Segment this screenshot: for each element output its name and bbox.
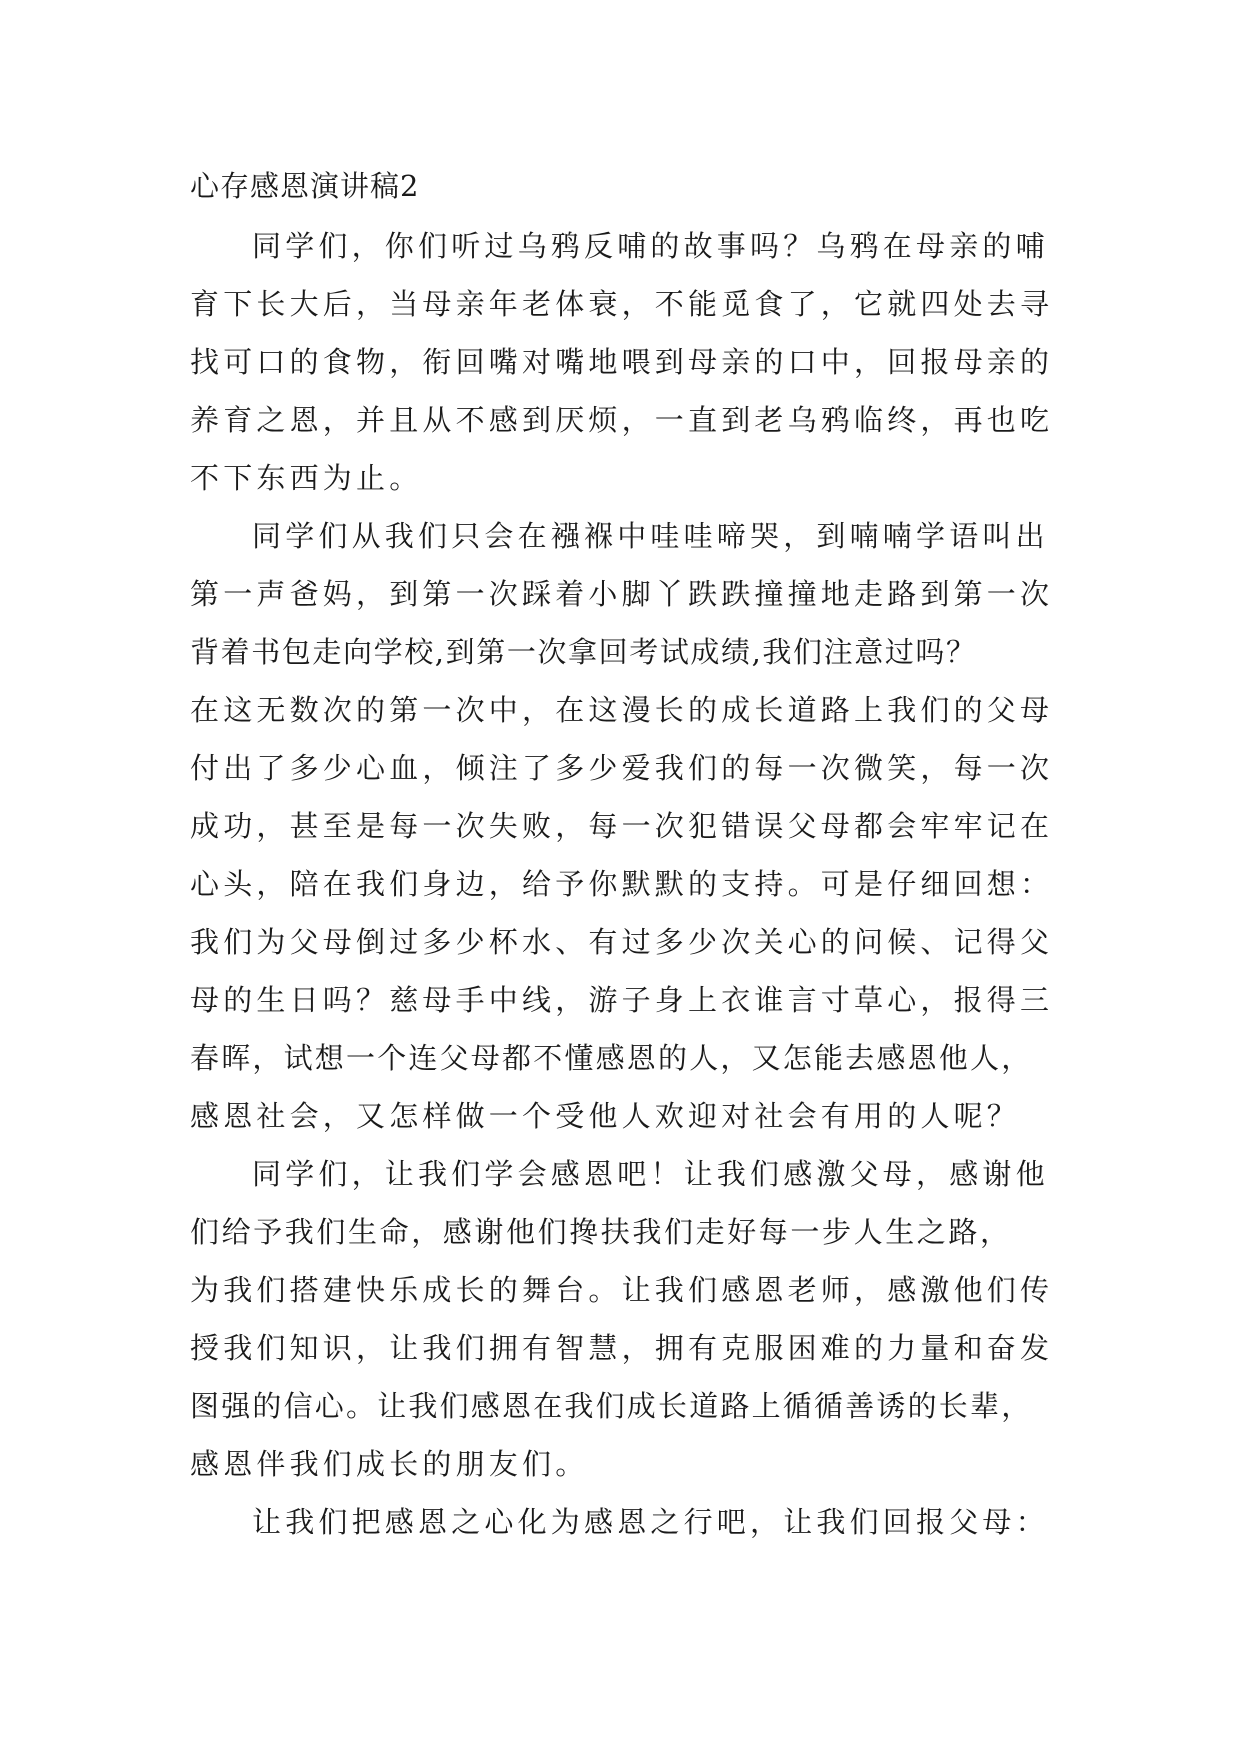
- paragraph-2-line-9: 母的生日吗？慈母手中线，游子身上衣谁言寸草心，报得三: [190, 983, 1054, 1017]
- paragraph-2-line-10: 春晖，试想一个连父母都不懂感恩的人，又怎能去感恩他人，: [190, 1041, 1033, 1075]
- paragraph-1-line-1: 同学们，你们听过乌鸦反哺的故事吗？乌鸦在母亲的哺: [252, 229, 1049, 263]
- paragraph-1-line-5: 不下东西为止。: [190, 461, 423, 495]
- paragraph-2-line-3: 背着书包走向学校,到第一次拿回考试成绩,我们注意过吗？: [190, 635, 977, 669]
- paragraph-2-line-2: 第一声爸妈，到第一次踩着小脚丫跌跌撞撞地走路到第一次: [190, 577, 1054, 611]
- paragraph-2-line-8: 我们为父母倒过多少杯水、有过多少次关心的问候、记得父: [190, 925, 1054, 959]
- paragraph-2-line-1: 同学们从我们只会在襁褓中哇哇啼哭，到喃喃学语叫出: [252, 519, 1049, 553]
- paragraph-2-line-6: 成功，甚至是每一次失败，每一次犯错误父母都会牢牢记在: [190, 809, 1054, 843]
- paragraph-2-line-5: 付出了多少心血，倾注了多少爱我们的每一次微笑，每一次: [190, 751, 1054, 785]
- paragraph-3-line-2: 们给予我们生命，感谢他们搀扶我们走好每一步人生之路，: [190, 1215, 1012, 1249]
- paragraph-3-line-1: 同学们，让我们学会感恩吧！让我们感激父母，感谢他: [252, 1157, 1049, 1191]
- paragraph-1-line-4: 养育之恩，并且从不感到厌烦，一直到老乌鸦临终，再也吃: [190, 403, 1054, 437]
- paragraph-3-line-5: 图强的信心。让我们感恩在我们成长道路上循循善诱的长辈，: [190, 1389, 1033, 1423]
- paragraph-3-line-4: 授我们知识，让我们拥有智慧，拥有克服困难的力量和奋发: [190, 1331, 1054, 1365]
- paragraph-2-line-11: 感恩社会，又怎样做一个受他人欢迎对社会有用的人呢？: [190, 1099, 1021, 1133]
- paragraph-2-line-4: 在这无数次的第一次中，在这漫长的成长道路上我们的父母: [190, 693, 1054, 727]
- paragraph-1-line-3: 找可口的食物，衔回嘴对嘴地喂到母亲的口中，回报母亲的: [190, 345, 1054, 379]
- paragraph-3-line-3: 为我们搭建快乐成长的舞台。让我们感恩老师，感激他们传: [190, 1273, 1054, 1307]
- document-title: 心存感恩演讲稿2: [190, 169, 420, 203]
- paragraph-3-line-6: 感恩伴我们成长的朋友们。: [190, 1447, 589, 1481]
- paragraph-4-line-1: 让我们把感恩之心化为感恩之行吧，让我们回报父母：: [252, 1505, 1049, 1539]
- paragraph-1-line-2: 育下长大后，当母亲年老体衰，不能觅食了，它就四处去寻: [190, 287, 1054, 321]
- paragraph-2-line-7: 心头，陪在我们身边，给予你默默的支持。可是仔细回想：: [190, 867, 1054, 901]
